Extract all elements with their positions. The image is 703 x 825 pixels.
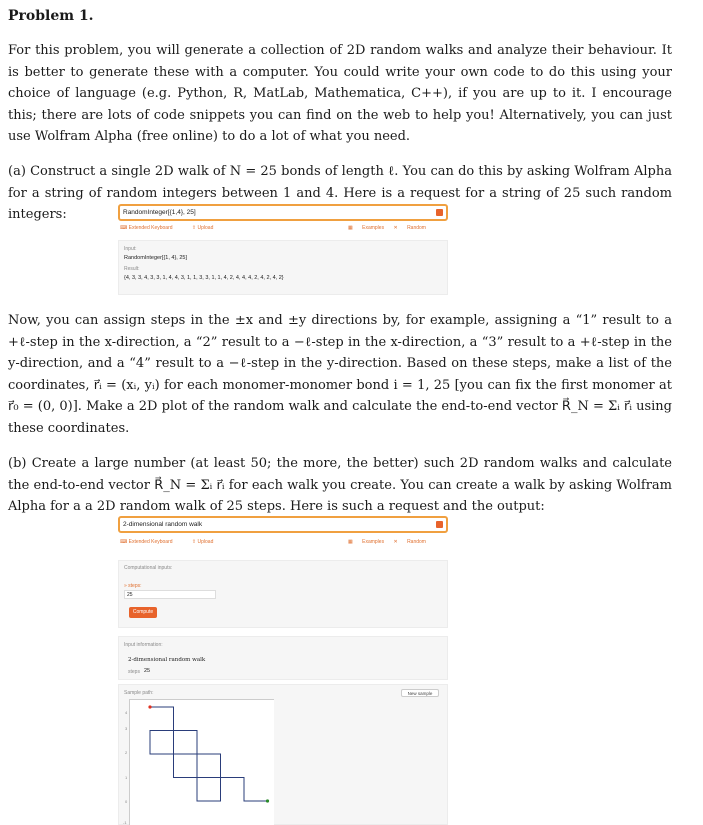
y-tick-neg1: -1 — [123, 820, 127, 825]
input-info-steps-key: steps — [128, 669, 140, 675]
wa1-input-value: RandomInteger[{1, 4}, 25] — [124, 255, 187, 261]
wa2-input-information-pod — [118, 636, 448, 680]
random-walk-svg — [130, 700, 275, 825]
walk-end-point — [266, 799, 269, 802]
wa1-search-input[interactable] — [118, 204, 448, 221]
problem-heading: Problem 1. — [8, 8, 94, 24]
extended-keyboard-link[interactable]: ⌨ Extended Keyboard — [120, 225, 173, 231]
wa2-query-text: 2-dimensional random walk — [123, 521, 203, 528]
upload-link[interactable]: ⇧ Upload — [191, 225, 214, 231]
input-info-label: Input information: — [124, 642, 163, 648]
random-link[interactable]: ✕ Random — [393, 225, 426, 231]
comp-inputs-label: Computational inputs: — [124, 565, 173, 571]
extended-keyboard-link-2[interactable]: ⌨ Extended Keyboard — [120, 539, 173, 545]
intro-paragraph: For this problem, you will generate a collection of 2D random walks and analyze their behaviour. It is better to generate these with a computer. You could write your own code to do this using your choice of language (e.g. Python, R, MatLab, Mathematica, C++), if you are up to it. I encourage this; there are lots of code snippets you can find on the web to help you! Alternatively, you can just use Wolfram Alpha (free online) to do a lot of what you need. — [8, 43, 672, 145]
wa1-input-label: Input: — [124, 246, 137, 252]
walk-start-point — [148, 705, 151, 708]
random-walk-plot — [123, 699, 274, 825]
wa2-equals-icon[interactable] — [436, 521, 443, 528]
y-tick-1: 1 — [125, 775, 128, 780]
wa1-result-value: {4, 3, 3, 4, 3, 3, 1, 4, 4, 3, 1, 1, 3, 3, 1, 1, 4, 2, 4, 4, 4, 2, 4, 2, 4, 2} — [124, 275, 284, 281]
wa2-search-input[interactable] — [118, 516, 448, 533]
part-a-paragraph: (a) Construct a single 2D walk of N = 25 bonds of length ℓ. You can do this by asking Wolfram Alpha for a string of random integers between 1 and 4. Here is a request for a string of 25 such random integers: — [8, 164, 672, 223]
upload-link-2[interactable]: ⇧ Upload — [191, 539, 214, 545]
examples-link-2[interactable]: ▦ Examples — [348, 539, 385, 545]
part-a-continued-paragraph: Now, you can assign steps in the ±x and ±y directions by, for example, assigning a “1” result to a +ℓ-step in the x-direction, a “2” result to a −ℓ-step in the x-direction, a “3” result to a +ℓ-step in the y-direction, and a “4” result to a −ℓ-step in the y-direction. Based on these steps, make a list of the coordinates, r⃗ᵢ = (xᵢ, yᵢ) for each monomer-monomer bond i = 1, 25 [you can fix the first monomer at r⃗₀ = (0, 0)]. Make a 2D plot of the random walk and calculate the end-to-end vector R⃗_N = Σᵢ r⃗ᵢ using these coordinates. — [8, 313, 672, 436]
input-info-steps-value: 25 — [144, 668, 151, 674]
wa2-toolbar-left — [120, 539, 231, 545]
y-tick-2: 2 — [125, 750, 128, 755]
input-info-title: 2-dimensional random walk — [128, 657, 206, 663]
random-link-2[interactable]: ✕ Random — [393, 539, 426, 545]
y-tick-3: 3 — [125, 726, 128, 731]
compute-button[interactable]: Compute — [129, 607, 157, 618]
wa1-toolbar-right — [340, 225, 426, 231]
steps-label: » steps: — [124, 583, 142, 589]
wa1-query-text: RandomInteger[{1,4}, 25] — [123, 209, 196, 216]
part-b-paragraph: (b) Create a large number (at least 50; the more, the better) such 2D random walks and calculate the end-to-end vector R⃗_N = Σᵢ r⃗ᵢ for each walk you create. You can create a walk by asking Wolfram Alpha for a a 2D random walk of 25 steps. Here is such a request and the output: — [8, 456, 672, 515]
examples-link[interactable]: ▦ Examples — [348, 225, 385, 231]
wa1-toolbar-left — [120, 225, 231, 231]
walk-path-line — [150, 707, 268, 801]
sample-path-label: Sample path: — [124, 690, 154, 696]
wa2-computational-inputs-pod — [118, 560, 448, 628]
y-tick-4: 4 — [125, 710, 128, 715]
new-sample-button[interactable]: New sample — [401, 689, 439, 697]
wa2-toolbar-right — [340, 539, 426, 545]
y-tick-0: 0 — [125, 799, 128, 804]
wa1-result-pod — [118, 240, 448, 295]
steps-input[interactable]: 25 — [124, 590, 216, 599]
wa1-result-label: Result: — [124, 266, 140, 272]
wa1-equals-icon[interactable] — [436, 209, 443, 216]
